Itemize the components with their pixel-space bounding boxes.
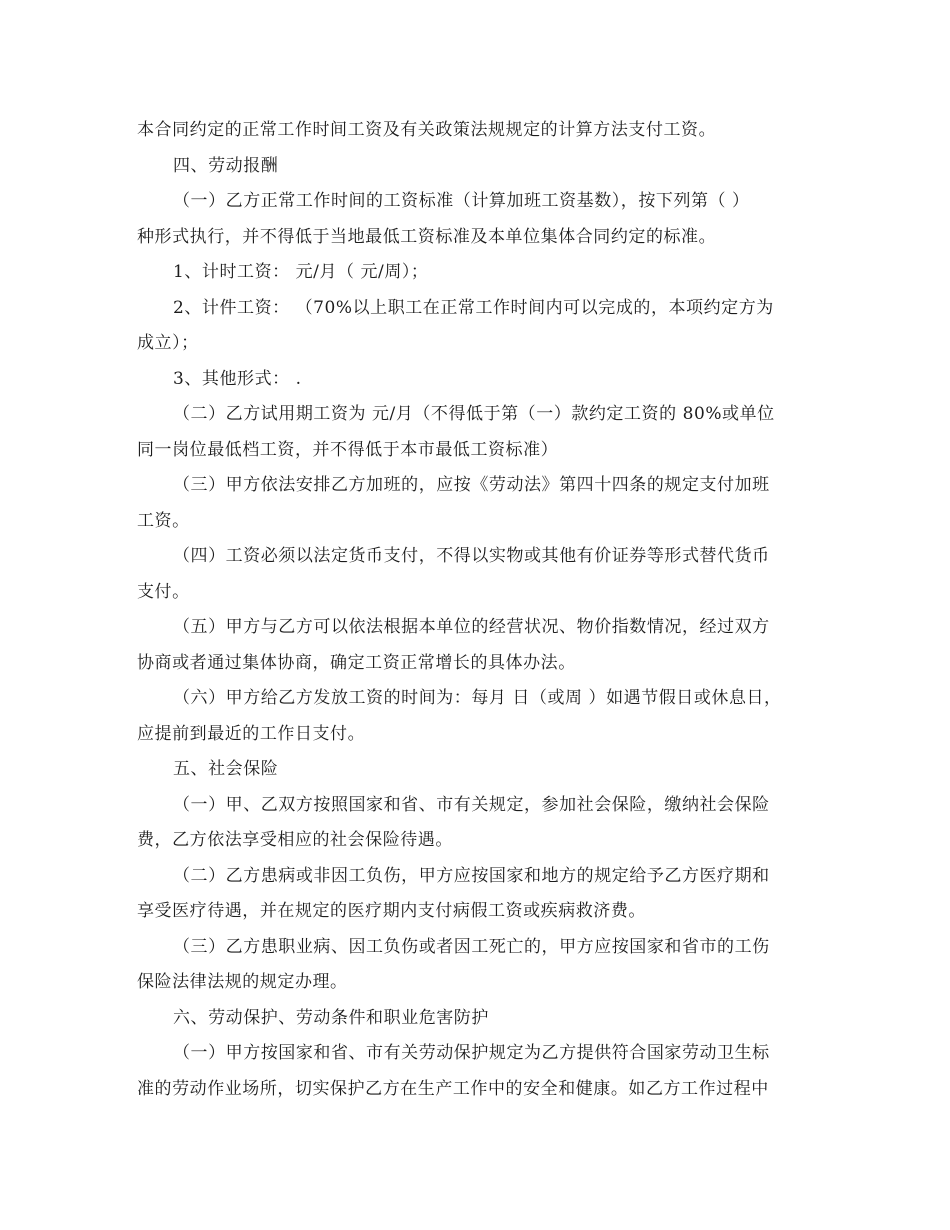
paragraph-line: 3、其他形式： . [173, 369, 302, 389]
paragraph-line: 准的劳动作业场所，切实保护乙方在生产工作中的安全和健康。如乙方工作过程中 [137, 1079, 769, 1099]
paragraph-line: （四）工资必须以法定货币支付，不得以实物或其他有价证券等形式替代货币 [173, 546, 770, 566]
paragraph-line: 支付。 [137, 582, 190, 602]
paragraph-line: （一）乙方正常工作时间的工资标准（计算加班工资基数），按下列第（ ） [173, 191, 750, 211]
paragraph-line: 享受医疗待遇，并在规定的医疗期内支付病假工资或疾病救济费。 [137, 901, 646, 921]
paragraph-line: （一）甲、乙双方按照国家和省、市有关规定，参加社会保险，缴纳社会保险 [173, 795, 770, 815]
paragraph-line: 本合同约定的正常工作时间工资及有关政策法规规定的计算方法支付工资。 [137, 120, 717, 140]
paragraph-line: 2、计件工资： （70%以上职工在正常工作时间内可以完成的，本项约定方为 [173, 298, 774, 318]
paragraph-line: 1、计时工资： 元/月（ 元/周）； [173, 262, 429, 282]
paragraph-line: 费，乙方依法享受相应的社会保险待遇。 [137, 830, 453, 850]
paragraph-line: 成立）； [137, 333, 199, 353]
section-heading: 五、社会保险 [173, 759, 279, 779]
paragraph-line: （二）乙方试用期工资为 元/月（不得低于第（一）款约定工资的 80%或单位 [173, 404, 775, 424]
paragraph-line: 保险法律法规的规定办理。 [137, 972, 348, 992]
paragraph-line: 协商或者通过集体协商，确定工资正常增长的具体办法。 [137, 653, 576, 673]
paragraph-line: （三）乙方患职业病、因工负伤或者因工死亡的，甲方应按国家和省市的工伤 [173, 937, 770, 957]
section-heading: 六、劳动保护、劳动条件和职业危害防护 [173, 1008, 489, 1028]
paragraph-line: （六）甲方给乙方发放工资的时间为：每月 日（或周 ）如遇节假日或休息日， [173, 688, 782, 708]
paragraph-line: 种形式执行，并不得低于当地最低工资标准及本单位集体合同约定的标准。 [137, 227, 717, 247]
paragraph-line: （三）甲方依法安排乙方加班的，应按《劳动法》第四十四条的规定支付加班 [173, 475, 770, 495]
paragraph-line: （二）乙方患病或非因工负伤，甲方应按国家和地方的规定给予乙方医疗期和 [173, 866, 770, 886]
section-heading: 四、劳动报酬 [173, 156, 279, 176]
paragraph-line: 同一岗位最低档工资，并不得低于本市最低工资标准） [137, 440, 559, 460]
paragraph-line: （一）甲方按国家和省、市有关劳动保护规定为乙方提供符合国家劳动卫生标 [173, 1043, 770, 1063]
paragraph-line: （五）甲方与乙方可以依法根据本单位的经营状况、物价指数情况，经过双方 [173, 617, 770, 637]
paragraph-line: 应提前到最近的工作日支付。 [137, 724, 366, 744]
paragraph-line: 工资。 [137, 511, 190, 531]
